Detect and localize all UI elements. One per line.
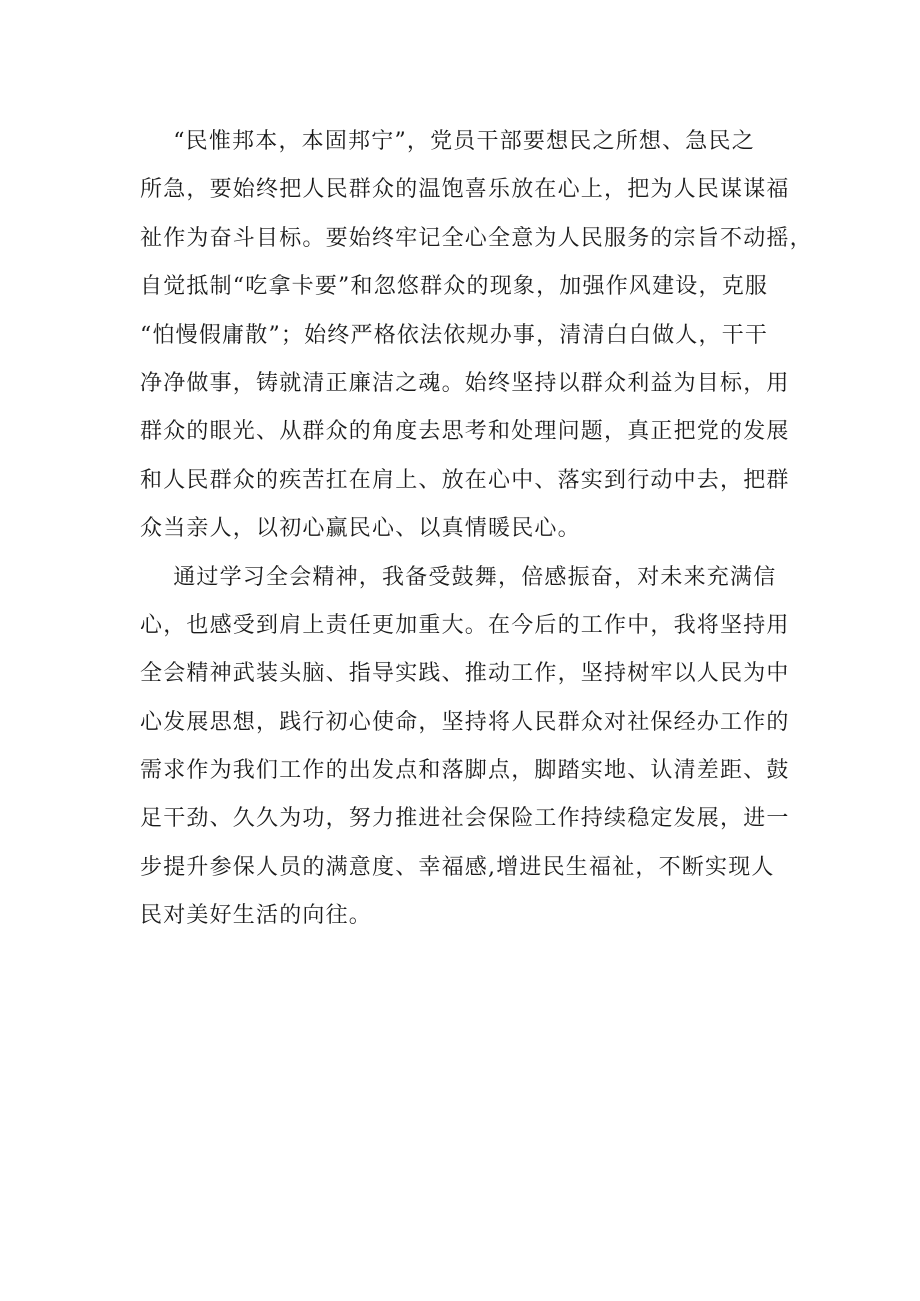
paragraph-line: 心，也感受到肩上责任更加重大。在今后的工作中，我将坚持用 bbox=[140, 612, 790, 638]
paragraph-line: 和人民群众的疾苦扛在肩上、放在心中、落实到行动中去，把群 bbox=[140, 467, 790, 493]
paragraph-line: 祉作为奋斗目标。要始终牢记全心全意为人民服务的宗旨不动摇， bbox=[140, 225, 813, 251]
paragraph-line: 自觉抵制“吃拿卡要”和忽悠群众的现象，加强作风建设，克服 bbox=[140, 274, 769, 300]
paragraph-line: 足干劲、久久为功，努力推进社会保险工作持续稳定发展，进一 bbox=[140, 806, 790, 832]
paragraph-line: 需求作为我们工作的出发点和落脚点，脚踏实地、认清差距、鼓 bbox=[140, 758, 790, 784]
paragraph-line: “民惟邦本，本固邦宁”，党员干部要想民之所想、急民之 bbox=[150, 129, 755, 154]
paragraph-line: 全会精神武装头脑、指导实践、推动工作，坚持树牢以人民为中 bbox=[140, 661, 790, 687]
paragraph-2 bbox=[140, 554, 790, 941]
paragraph-line: 净净做事，铸就清正廉洁之魂。始终坚持以群众利益为目标，用 bbox=[140, 370, 790, 396]
paragraph-line: 心发展思想，践行初心使命，坚持将人民群众对社保经办工作的 bbox=[140, 709, 790, 735]
paragraph-line: “怕慢假庸散”；始终严格依法依规办事，清清白白做人，干干 bbox=[140, 322, 769, 348]
paragraph-line: 步提升参保人员的满意度、幸福感,增进民生福祉，不断实现人 bbox=[140, 854, 775, 880]
paragraph-line: 通过学习全会精神，我备受鼓舞，倍感振奋，对未来充满信 bbox=[150, 564, 777, 590]
paragraph-1 bbox=[140, 118, 813, 554]
document-body bbox=[140, 118, 813, 941]
paragraph-line: 所急，要始终把人民群众的温饱喜乐放在心上，把为人民谋谋福 bbox=[140, 177, 790, 203]
paragraph-line: 众当亲人，以初心赢民心、以真情暖民心。 bbox=[140, 516, 581, 542]
paragraph-line: 群众的眼光、从群众的角度去思考和处理问题，真正把党的发展 bbox=[140, 419, 790, 445]
paragraph-line: 民对美好生活的向往。 bbox=[140, 903, 373, 929]
